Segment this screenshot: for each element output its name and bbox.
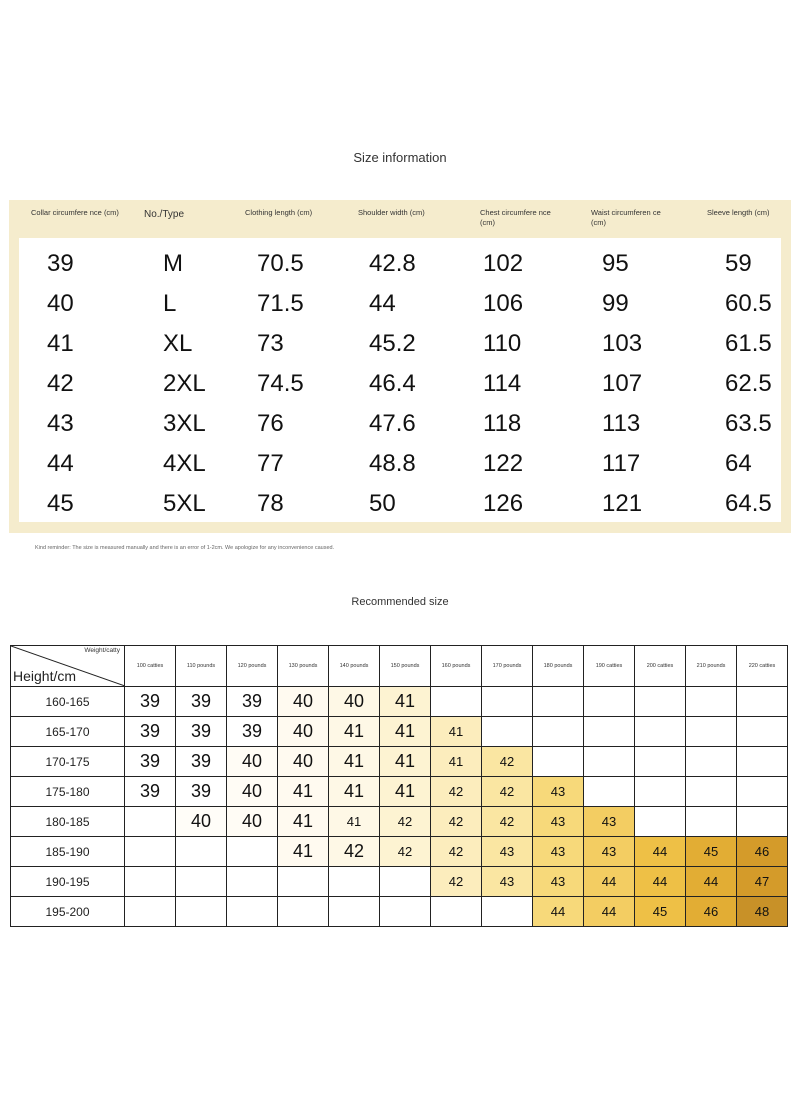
table-row — [11, 777, 788, 807]
cell-shoulder: 50 — [369, 490, 396, 517]
size-cell: 39 — [176, 777, 227, 807]
size-cell: 41 — [329, 807, 380, 837]
header-chest: Chest circumfere nce (cm) — [480, 208, 551, 227]
table-row — [11, 717, 788, 747]
cell-shoulder: 48.8 — [369, 450, 416, 477]
cell-chest: 102 — [483, 250, 524, 277]
header-shoulder-width: Shoulder width (cm) — [358, 208, 425, 217]
size-cell: 39 — [176, 717, 227, 747]
size-cell: 41 — [380, 777, 431, 807]
header-clothing-length: Clothing length (cm) — [245, 208, 313, 217]
size-cell: 45 — [686, 837, 737, 867]
cell-collar: 43 — [47, 410, 74, 437]
size-cell: 44 — [635, 837, 686, 867]
cell-chest: 126 — [483, 490, 524, 517]
size-cell: 44 — [635, 867, 686, 897]
cell-clothing-length: 76 — [257, 410, 284, 437]
size-cell: 42 — [329, 837, 380, 867]
height-label: 195-200 — [11, 897, 125, 927]
size-cell: 39 — [125, 777, 176, 807]
cell-clothing-length: 74.5 — [257, 370, 304, 397]
size-cell: 41 — [431, 717, 482, 747]
cell-waist: 103 — [602, 330, 643, 357]
weight-header-cell: 110 pounds — [176, 646, 227, 687]
size-cell — [431, 897, 482, 927]
cell-type: 3XL — [163, 410, 206, 437]
cell-waist: 117 — [602, 450, 641, 477]
cell-collar: 39 — [47, 250, 74, 277]
table-row — [19, 404, 781, 444]
cell-type: 5XL — [163, 490, 206, 517]
size-cell — [380, 897, 431, 927]
size-cell: 41 — [380, 747, 431, 777]
cell-type: XL — [163, 330, 193, 357]
header-sleeve: Sleeve length (cm) — [707, 208, 770, 217]
table-row — [11, 747, 788, 777]
size-cell — [533, 747, 584, 777]
size-cell — [533, 687, 584, 717]
corner-cell — [11, 646, 125, 687]
cell-sleeve: 64.5 — [725, 490, 772, 517]
size-cell — [176, 867, 227, 897]
size-cell: 43 — [533, 807, 584, 837]
size-cell — [380, 867, 431, 897]
cell-shoulder: 44 — [369, 290, 396, 317]
cell-sleeve: 59 — [725, 250, 752, 277]
size-cell: 39 — [125, 747, 176, 777]
size-cell: 39 — [227, 687, 278, 717]
height-label: 165-170 — [11, 717, 125, 747]
table-row — [11, 897, 788, 927]
size-cell: 44 — [584, 897, 635, 927]
size-cell: 44 — [533, 897, 584, 927]
size-info-title: Size information — [353, 150, 447, 165]
size-cell: 44 — [584, 867, 635, 897]
cell-chest: 114 — [483, 370, 522, 397]
size-cell: 45 — [635, 897, 686, 927]
size-cell: 41 — [329, 777, 380, 807]
cell-collar: 44 — [47, 450, 74, 477]
recommended-size-title: Recommended size — [351, 596, 449, 608]
height-label: 180-185 — [11, 807, 125, 837]
size-cell: 42 — [482, 747, 533, 777]
size-cell: 40 — [227, 807, 278, 837]
cell-shoulder: 45.2 — [369, 330, 416, 357]
size-cell — [737, 747, 788, 777]
table-row — [19, 364, 781, 404]
size-cell: 42 — [482, 777, 533, 807]
cell-clothing-length: 77 — [257, 450, 284, 477]
size-cell — [737, 687, 788, 717]
size-cell: 39 — [176, 687, 227, 717]
weight-header-cell: 160 pounds — [431, 646, 482, 687]
size-cell — [584, 777, 635, 807]
size-cell: 40 — [227, 747, 278, 777]
size-cell: 47 — [737, 867, 788, 897]
size-cell — [329, 867, 380, 897]
size-cell: 42 — [431, 837, 482, 867]
recommended-size-grid — [10, 645, 788, 927]
size-cell — [533, 717, 584, 747]
table-row — [11, 837, 788, 867]
size-cell: 42 — [380, 807, 431, 837]
size-cell — [227, 897, 278, 927]
size-cell: 43 — [482, 867, 533, 897]
size-cell — [125, 897, 176, 927]
weight-header-cell: 210 pounds — [686, 646, 737, 687]
cell-type: M — [163, 250, 183, 277]
size-cell — [227, 867, 278, 897]
cell-type: L — [163, 290, 177, 317]
size-cell — [482, 717, 533, 747]
size-cell: 39 — [125, 687, 176, 717]
size-cell — [686, 777, 737, 807]
cell-sleeve: 60.5 — [725, 290, 772, 317]
size-cell: 41 — [329, 717, 380, 747]
cell-chest: 106 — [483, 290, 524, 317]
size-cell: 40 — [278, 747, 329, 777]
size-cell — [737, 777, 788, 807]
size-cell — [176, 837, 227, 867]
height-label: 185-190 — [11, 837, 125, 867]
weight-header-cell: 190 catties — [584, 646, 635, 687]
size-cell: 40 — [329, 687, 380, 717]
cell-waist: 107 — [602, 370, 643, 397]
table-row — [19, 284, 781, 324]
weight-header-cell: 140 pounds — [329, 646, 380, 687]
header-type: No./Type — [144, 209, 185, 220]
size-cell — [686, 807, 737, 837]
weight-header-cell: 130 pounds — [278, 646, 329, 687]
size-cell — [584, 717, 635, 747]
size-cell — [584, 687, 635, 717]
size-cell — [635, 807, 686, 837]
cell-clothing-length: 78 — [257, 490, 284, 517]
size-cell: 40 — [278, 717, 329, 747]
cell-collar: 42 — [47, 370, 74, 397]
size-cell — [635, 687, 686, 717]
weight-header-cell: 220 catties — [737, 646, 788, 687]
size-info-panel — [9, 200, 791, 533]
size-cell: 46 — [686, 897, 737, 927]
size-cell: 39 — [176, 747, 227, 777]
cell-shoulder: 42.8 — [369, 250, 416, 277]
size-cell: 40 — [176, 807, 227, 837]
height-label: 175-180 — [11, 777, 125, 807]
size-cell: 42 — [431, 867, 482, 897]
header-collar: Collar circumfere nce (cm) — [31, 208, 119, 217]
size-cell: 46 — [737, 837, 788, 867]
weight-header-cell: 170 pounds — [482, 646, 533, 687]
cell-clothing-length: 73 — [257, 330, 284, 357]
size-cell — [125, 837, 176, 867]
corner-weight-label: Weight/catty — [84, 647, 120, 654]
height-label: 170-175 — [11, 747, 125, 777]
size-cell — [125, 867, 176, 897]
size-cell: 43 — [533, 777, 584, 807]
cell-sleeve: 62.5 — [725, 370, 772, 397]
cell-collar: 41 — [47, 330, 74, 357]
height-label: 190-195 — [11, 867, 125, 897]
size-cell — [635, 777, 686, 807]
size-cell: 39 — [227, 717, 278, 747]
size-cell: 42 — [380, 837, 431, 867]
table-row — [11, 807, 788, 837]
size-cell: 43 — [584, 807, 635, 837]
size-cell — [686, 687, 737, 717]
size-cell: 43 — [533, 867, 584, 897]
cell-collar: 45 — [47, 490, 74, 517]
size-cell — [227, 837, 278, 867]
cell-shoulder: 46.4 — [369, 370, 416, 397]
cell-type: 4XL — [163, 450, 206, 477]
table-row — [19, 324, 781, 364]
size-cell — [635, 717, 686, 747]
size-cell: 44 — [686, 867, 737, 897]
size-cell: 42 — [482, 807, 533, 837]
size-cell: 39 — [125, 717, 176, 747]
weight-header-cell: 150 pounds — [380, 646, 431, 687]
size-cell — [584, 747, 635, 777]
cell-chest: 122 — [483, 450, 524, 477]
size-cell — [329, 897, 380, 927]
size-cell: 43 — [533, 837, 584, 867]
weight-header-cell: 200 catties — [635, 646, 686, 687]
table-row — [19, 244, 781, 284]
size-cell: 41 — [380, 687, 431, 717]
size-cell: 43 — [584, 837, 635, 867]
weight-header-row — [11, 646, 788, 687]
table-row — [11, 867, 788, 897]
size-cell — [482, 897, 533, 927]
cell-waist: 121 — [602, 490, 643, 517]
cell-waist: 95 — [602, 250, 629, 277]
height-label: 160-165 — [11, 687, 125, 717]
size-cell: 42 — [431, 807, 482, 837]
cell-chest: 110 — [483, 330, 522, 357]
cell-chest: 118 — [483, 410, 522, 437]
size-cell: 41 — [278, 777, 329, 807]
cell-shoulder: 47.6 — [369, 410, 416, 437]
size-cell: 41 — [380, 717, 431, 747]
cell-waist: 99 — [602, 290, 629, 317]
cell-sleeve: 61.5 — [725, 330, 772, 357]
size-cell — [635, 747, 686, 777]
size-cell — [686, 717, 737, 747]
size-cell — [431, 687, 482, 717]
size-cell — [125, 807, 176, 837]
table-row — [19, 484, 781, 524]
corner-height-label: Height/cm — [13, 668, 77, 684]
size-info-table — [19, 238, 781, 522]
size-cell: 40 — [227, 777, 278, 807]
size-cell: 41 — [278, 807, 329, 837]
table-row — [19, 444, 781, 484]
size-cell: 43 — [482, 837, 533, 867]
cell-sleeve: 64 — [725, 450, 752, 477]
size-cell: 41 — [431, 747, 482, 777]
weight-header-cell: 180 pounds — [533, 646, 584, 687]
size-cell — [278, 897, 329, 927]
size-cell: 42 — [431, 777, 482, 807]
size-cell — [737, 717, 788, 747]
size-cell: 41 — [329, 747, 380, 777]
cell-sleeve: 63.5 — [725, 410, 772, 437]
size-cell: 40 — [278, 687, 329, 717]
weight-header-cell: 120 pounds — [227, 646, 278, 687]
cell-collar: 40 — [47, 290, 74, 317]
cell-clothing-length: 71.5 — [257, 290, 304, 317]
measurement-note: Kind reminder: The size is measured manually and there is an error of 1-2cm. We apologize for any inconvenience caused. — [35, 545, 335, 551]
size-cell — [737, 807, 788, 837]
size-cell: 41 — [278, 837, 329, 867]
size-cell — [482, 687, 533, 717]
header-waist: Waist circumferen ce (cm) — [591, 208, 661, 227]
size-cell — [686, 747, 737, 777]
table-row — [11, 687, 788, 717]
size-cell — [176, 897, 227, 927]
cell-waist: 113 — [602, 410, 641, 437]
weight-header-cell: 100 catties — [125, 646, 176, 687]
size-cell: 48 — [737, 897, 788, 927]
cell-clothing-length: 70.5 — [257, 250, 304, 277]
cell-type: 2XL — [163, 370, 206, 397]
size-cell — [278, 867, 329, 897]
